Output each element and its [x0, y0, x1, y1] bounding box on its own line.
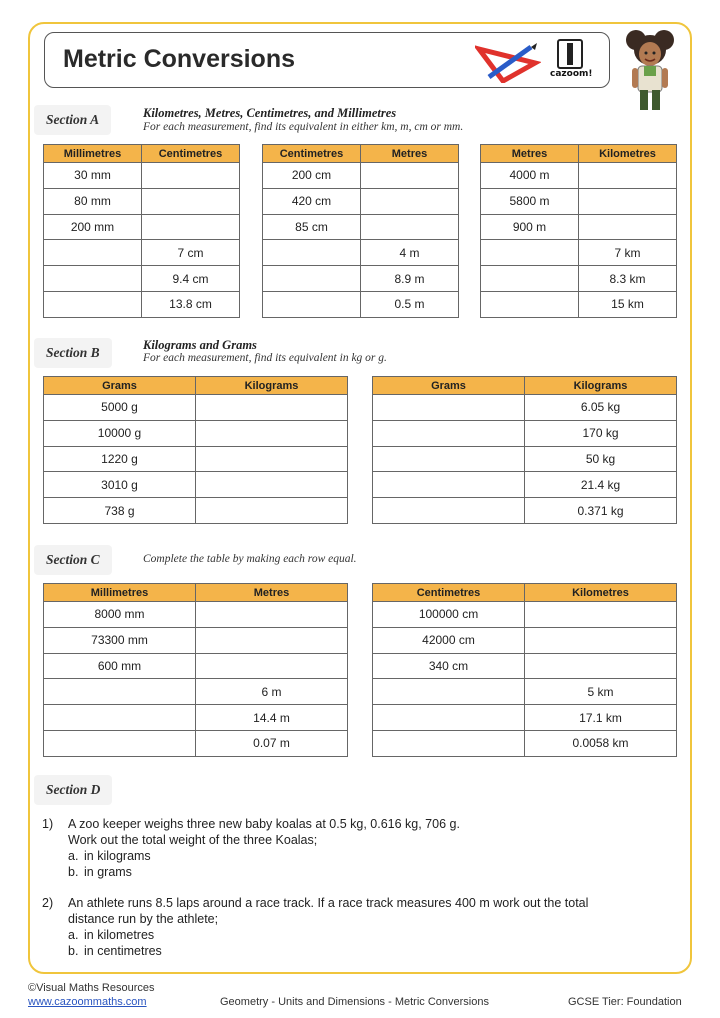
table-row — [263, 266, 459, 292]
answer-cell[interactable] — [44, 679, 196, 705]
value-cell: 8000 mm — [44, 602, 196, 628]
table-row — [44, 420, 348, 446]
value-cell: 13.8 cm — [142, 291, 240, 317]
value-cell: 600 mm — [44, 653, 196, 679]
table-header-row — [481, 145, 677, 163]
table-row — [44, 730, 348, 756]
table-header-row — [44, 145, 240, 163]
answer-cell[interactable] — [142, 188, 240, 214]
column-header: Kilometres — [525, 584, 677, 602]
table-row — [373, 705, 677, 731]
table-row — [44, 627, 348, 653]
table-row — [481, 291, 677, 317]
table-row — [44, 498, 348, 524]
value-cell: 5800 m — [481, 188, 579, 214]
value-cell: 5 km — [525, 679, 677, 705]
table-g-kg-left — [43, 376, 348, 524]
value-cell: 73300 mm — [44, 627, 196, 653]
table-row — [44, 395, 348, 421]
table-mm-cm — [43, 144, 240, 318]
answer-cell[interactable] — [481, 291, 579, 317]
column-header: Millimetres — [44, 145, 142, 163]
answer-cell[interactable] — [44, 730, 196, 756]
answer-cell[interactable] — [44, 291, 142, 317]
section-c-description: Complete the table by making each row equal. — [143, 553, 357, 565]
value-cell: 80 mm — [44, 188, 142, 214]
section-c-label: Section C — [34, 545, 112, 575]
table-m-km — [480, 144, 677, 318]
answer-cell[interactable] — [196, 472, 348, 498]
section-d-label: Section D — [34, 775, 112, 805]
table-row — [44, 188, 240, 214]
section-a-title: Kilometres, Metres, Centimetres, and Millimetres — [143, 106, 397, 120]
answer-cell[interactable] — [196, 627, 348, 653]
table-row — [44, 291, 240, 317]
answer-cell[interactable] — [44, 240, 142, 266]
website-link[interactable]: www.cazoommaths.com — [28, 996, 147, 1008]
column-header: Kilometres — [579, 145, 677, 163]
value-cell: 42000 cm — [373, 627, 525, 653]
value-cell: 7 km — [579, 240, 677, 266]
value-cell: 900 m — [481, 214, 579, 240]
table-g-kg-right — [372, 376, 677, 524]
table-row — [44, 266, 240, 292]
table-row — [373, 653, 677, 679]
table-row — [481, 214, 677, 240]
table-header-row — [373, 584, 677, 602]
value-cell: 0.07 m — [196, 730, 348, 756]
column-header: Centimetres — [142, 145, 240, 163]
table-mm-m — [43, 583, 348, 757]
value-cell: 8.9 m — [361, 266, 459, 292]
value-cell: 5000 g — [44, 395, 196, 421]
answer-cell[interactable] — [361, 214, 459, 240]
table-cm-m — [262, 144, 459, 318]
value-cell: 14.4 m — [196, 705, 348, 731]
section-a-description: For each measurement, find its equivalent in either km, m, cm or mm. — [143, 121, 464, 133]
answer-cell[interactable] — [263, 240, 361, 266]
answer-cell[interactable] — [525, 602, 677, 628]
table-row — [481, 188, 677, 214]
table-row — [44, 240, 240, 266]
answer-cell[interactable] — [196, 420, 348, 446]
question-part: a. in kilometres — [68, 928, 155, 942]
value-cell: 15 km — [579, 291, 677, 317]
table-row — [481, 240, 677, 266]
answer-cell[interactable] — [263, 291, 361, 317]
value-cell: 21.4 kg — [525, 472, 677, 498]
question-text: An athlete runs 8.5 laps around a race track. If a race track measures 400 m work out the total — [68, 896, 589, 910]
table-row — [44, 163, 240, 189]
column-header: Kilograms — [525, 377, 677, 395]
footer-website[interactable] — [28, 996, 147, 1008]
answer-cell[interactable] — [373, 446, 525, 472]
answer-cell[interactable] — [373, 705, 525, 731]
answer-cell[interactable] — [579, 163, 677, 189]
table-row — [263, 291, 459, 317]
question-text: distance run by the athlete; — [68, 912, 219, 926]
column-header: Millimetres — [44, 584, 196, 602]
table-header-row — [373, 377, 677, 395]
table-row — [373, 498, 677, 524]
value-cell: 85 cm — [263, 214, 361, 240]
table-row — [481, 266, 677, 292]
value-cell: 9.4 cm — [142, 266, 240, 292]
title-banner — [44, 32, 610, 88]
value-cell: 50 kg — [525, 446, 677, 472]
table-row — [44, 602, 348, 628]
answer-cell[interactable] — [525, 627, 677, 653]
column-header: Grams — [44, 377, 196, 395]
table-row — [44, 446, 348, 472]
table-cm-km — [372, 583, 677, 757]
table-row — [373, 395, 677, 421]
table-row — [263, 214, 459, 240]
value-cell: 420 cm — [263, 188, 361, 214]
value-cell: 3010 g — [44, 472, 196, 498]
value-cell: 100000 cm — [373, 602, 525, 628]
value-cell: 0.0058 km — [525, 730, 677, 756]
answer-cell[interactable] — [373, 498, 525, 524]
answer-cell[interactable] — [373, 679, 525, 705]
answer-cell[interactable] — [373, 730, 525, 756]
answer-cell[interactable] — [196, 395, 348, 421]
cazoom-logo: cazoom! — [550, 39, 590, 83]
answer-cell[interactable] — [373, 472, 525, 498]
table-row — [44, 653, 348, 679]
value-cell: 7 cm — [142, 240, 240, 266]
value-cell: 0.371 kg — [525, 498, 677, 524]
set-square-pencil-icon — [475, 41, 541, 83]
table-row — [44, 214, 240, 240]
question-part: b. in centimetres — [68, 944, 162, 958]
value-cell: 17.1 km — [525, 705, 677, 731]
footer-topic: Geometry - Units and Dimensions - Metric Conversions — [220, 996, 489, 1008]
answer-cell[interactable] — [373, 420, 525, 446]
value-cell: 30 mm — [44, 163, 142, 189]
value-cell: 0.5 m — [361, 291, 459, 317]
answer-cell[interactable] — [361, 188, 459, 214]
girl-mascot-icon — [622, 26, 678, 114]
column-header: Metres — [361, 145, 459, 163]
answer-cell[interactable] — [44, 705, 196, 731]
section-a-label: Section A — [34, 105, 111, 135]
answer-cell[interactable] — [373, 395, 525, 421]
column-header: Metres — [196, 584, 348, 602]
value-cell: 10000 g — [44, 420, 196, 446]
table-row — [373, 602, 677, 628]
question-part: b. in grams — [68, 865, 132, 879]
answer-cell[interactable] — [196, 602, 348, 628]
table-header-row — [44, 377, 348, 395]
answer-cell[interactable] — [579, 214, 677, 240]
value-cell: 340 cm — [373, 653, 525, 679]
value-cell: 4000 m — [481, 163, 579, 189]
section-b-description: For each measurement, find its equivalent in kg or g. — [143, 352, 387, 364]
value-cell: 8.3 km — [579, 266, 677, 292]
answer-cell[interactable] — [263, 266, 361, 292]
table-row — [263, 188, 459, 214]
answer-cell[interactable] — [142, 214, 240, 240]
table-row — [481, 163, 677, 189]
table-row — [263, 163, 459, 189]
value-cell: 738 g — [44, 498, 196, 524]
value-cell: 6.05 kg — [525, 395, 677, 421]
column-header: Centimetres — [263, 145, 361, 163]
question-number: 2) — [42, 896, 54, 910]
footer-copyright: ©Visual Maths Resources — [28, 982, 155, 994]
table-row — [263, 240, 459, 266]
answer-cell[interactable] — [196, 653, 348, 679]
answer-cell[interactable] — [196, 498, 348, 524]
section-b-label: Section B — [34, 338, 112, 368]
answer-cell[interactable] — [579, 188, 677, 214]
column-header: Metres — [481, 145, 579, 163]
question-number: 1) — [42, 817, 54, 831]
value-cell: 200 mm — [44, 214, 142, 240]
answer-cell[interactable] — [361, 163, 459, 189]
answer-cell[interactable] — [196, 446, 348, 472]
table-row — [373, 679, 677, 705]
page-title: Metric Conversions — [63, 45, 296, 73]
question-part: a. in kilograms — [68, 849, 151, 863]
value-cell: 170 kg — [525, 420, 677, 446]
footer-tier: GCSE Tier: Foundation — [568, 996, 682, 1008]
question-text: A zoo keeper weighs three new baby koalas at 0.5 kg, 0.616 kg, 706 g. — [68, 817, 460, 831]
table-header-row — [263, 145, 459, 163]
answer-cell[interactable] — [44, 266, 142, 292]
question-text: Work out the total weight of the three Koalas; — [68, 833, 318, 847]
column-header: Kilograms — [196, 377, 348, 395]
section-b-title: Kilograms and Grams — [143, 338, 257, 352]
table-row — [44, 679, 348, 705]
answer-cell[interactable] — [142, 163, 240, 189]
value-cell: 6 m — [196, 679, 348, 705]
value-cell: 200 cm — [263, 163, 361, 189]
table-row — [373, 446, 677, 472]
value-cell: 1220 g — [44, 446, 196, 472]
table-header-row — [44, 584, 348, 602]
value-cell: 4 m — [361, 240, 459, 266]
table-row — [373, 472, 677, 498]
answer-cell[interactable] — [481, 266, 579, 292]
answer-cell[interactable] — [481, 240, 579, 266]
column-header: Centimetres — [373, 584, 525, 602]
table-row — [373, 730, 677, 756]
column-header: Grams — [373, 377, 525, 395]
table-row — [44, 472, 348, 498]
table-row — [373, 627, 677, 653]
table-row — [373, 420, 677, 446]
table-row — [44, 705, 348, 731]
answer-cell[interactable] — [525, 653, 677, 679]
